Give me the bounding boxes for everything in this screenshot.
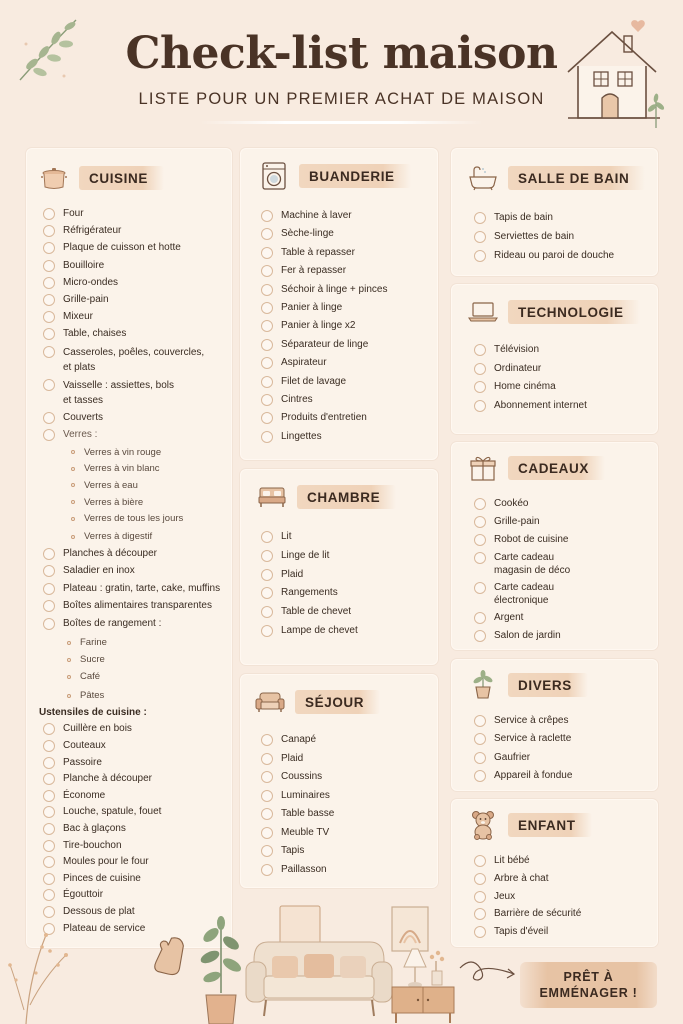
checkbox[interactable] xyxy=(474,552,486,564)
list-item[interactable]: Couteaux xyxy=(43,739,220,756)
list-item[interactable]: Planches à découper xyxy=(43,547,220,565)
list-item[interactable]: Service à raclette xyxy=(474,732,572,750)
list-item[interactable]: Économe xyxy=(43,789,220,806)
card-sejour xyxy=(240,674,438,888)
list-item[interactable]: Filet de lavage xyxy=(261,375,387,393)
checkbox[interactable] xyxy=(43,790,55,802)
list-item[interactable]: Argent xyxy=(474,611,570,629)
oven-mitt-icon xyxy=(154,934,190,978)
cta-banner: PRÊT À EMMÉNAGER ! xyxy=(520,962,657,1008)
list-item[interactable]: Coussins xyxy=(261,770,334,789)
list-item[interactable]: Grille-pain xyxy=(43,293,220,310)
divers-list xyxy=(474,714,572,788)
list-item[interactable]: Cookéo xyxy=(474,497,570,515)
bullet xyxy=(71,500,75,504)
checkbox[interactable] xyxy=(474,752,486,764)
checkbox[interactable] xyxy=(43,294,55,306)
checkbox[interactable] xyxy=(43,889,55,901)
checkbox[interactable] xyxy=(43,379,55,391)
list-item[interactable]: Séchoir à linge + pinces xyxy=(261,283,387,301)
list-item[interactable]: Boîtes de rangement : xyxy=(43,617,220,635)
list-item[interactable]: Machine à laver xyxy=(261,209,387,227)
checkbox[interactable] xyxy=(474,582,486,594)
checkbox[interactable] xyxy=(474,250,486,262)
card-cadeaux xyxy=(451,442,658,650)
checkbox[interactable] xyxy=(261,587,273,599)
subtitle-underline xyxy=(200,121,483,124)
sub-item[interactable]: Verres à vin blanc xyxy=(43,461,220,478)
cadeaux-label: CADEAUX xyxy=(508,456,605,480)
dried-flowers-icon xyxy=(6,925,76,1024)
list-item[interactable]: Serviettes de bain xyxy=(474,230,614,249)
list-item[interactable]: Service à crêpes xyxy=(474,714,572,732)
bullet xyxy=(67,658,71,662)
checkbox[interactable] xyxy=(261,808,273,820)
checkbox[interactable] xyxy=(474,612,486,624)
list-item[interactable]: Abonnement internet xyxy=(474,399,587,418)
checkbox[interactable] xyxy=(261,357,273,369)
sejour-label: SÉJOUR xyxy=(295,690,380,714)
bed-icon xyxy=(257,482,287,512)
list-item[interactable]: Table, chaises xyxy=(43,327,220,344)
checkbox[interactable] xyxy=(43,806,55,818)
card-cuisine xyxy=(26,148,232,948)
checkbox[interactable] xyxy=(474,231,486,243)
list-item[interactable]: Couverts xyxy=(43,411,220,429)
list-item[interactable]: Passoire xyxy=(43,756,220,773)
list-item[interactable]: Sèche-linge xyxy=(261,227,387,245)
checkbox[interactable] xyxy=(43,773,55,785)
checkbox[interactable] xyxy=(261,753,273,765)
list-item[interactable]: Rideau ou paroi de douche xyxy=(474,249,614,268)
chambre-list xyxy=(261,530,358,643)
salle-de-bain-label: SALLE DE BAIN xyxy=(508,166,645,190)
list-item[interactable]: Tapis xyxy=(261,844,334,863)
bullet xyxy=(67,641,71,645)
checkbox[interactable] xyxy=(43,723,55,735)
list-item[interactable]: Panier à linge xyxy=(261,301,387,319)
list-item[interactable]: Canapé xyxy=(261,733,334,752)
checkbox[interactable] xyxy=(43,311,55,323)
sub-item[interactable]: Verres à digestif xyxy=(43,527,220,547)
list-item[interactable]: Télévision xyxy=(474,343,587,362)
list-item[interactable]: Mixeur xyxy=(43,310,220,327)
checkbox[interactable] xyxy=(261,531,273,543)
list-item[interactable]: Bac à glaçons xyxy=(43,822,220,839)
checkbox[interactable] xyxy=(474,926,486,938)
sub-item[interactable]: Café xyxy=(43,668,220,685)
checkbox[interactable] xyxy=(43,412,55,424)
list-item[interactable]: Carte cadeau électronique xyxy=(474,581,570,611)
checkbox[interactable] xyxy=(43,873,55,885)
plant-icon xyxy=(468,670,498,700)
sub-item[interactable]: Farine xyxy=(43,634,220,651)
checkbox[interactable] xyxy=(43,242,55,254)
checkbox[interactable] xyxy=(261,569,273,581)
checkbox[interactable] xyxy=(261,845,273,857)
checkbox[interactable] xyxy=(474,534,486,546)
side-table-icon xyxy=(388,905,458,1024)
list-item[interactable]: Égouttoir xyxy=(43,888,220,905)
checkbox[interactable] xyxy=(43,225,55,237)
list-item[interactable]: Appareil à fondue xyxy=(474,769,572,787)
list-item[interactable]: Grille-pain xyxy=(474,515,570,533)
arrow-icon xyxy=(458,958,518,988)
checkbox[interactable] xyxy=(43,757,55,769)
checkbox[interactable] xyxy=(474,733,486,745)
bullet xyxy=(71,535,75,539)
list-item[interactable]: Lit bébé xyxy=(474,854,581,872)
bullet xyxy=(71,483,75,487)
checkbox[interactable] xyxy=(261,210,273,222)
card-chambre xyxy=(240,469,438,665)
card-technologie xyxy=(451,284,658,434)
list-item[interactable]: Barrière de sécurité xyxy=(474,907,581,925)
sejour-list xyxy=(261,733,334,881)
list-item[interactable]: Séparateur de linge xyxy=(261,338,387,356)
bullet xyxy=(71,450,75,454)
list-item[interactable]: Arbre à chat xyxy=(474,872,581,890)
list-item[interactable]: Plaid xyxy=(261,752,334,771)
sub-item[interactable]: Verres à vin rouge xyxy=(43,444,220,461)
checkbox[interactable] xyxy=(261,625,273,637)
list-item[interactable]: Meuble TV xyxy=(261,826,334,845)
checkbox[interactable] xyxy=(43,565,55,577)
checkbox[interactable] xyxy=(474,873,486,885)
enfant-label: ENFANT xyxy=(508,813,592,837)
bullet xyxy=(67,675,71,679)
chambre-label: CHAMBRE xyxy=(297,485,396,509)
list-item[interactable]: Aspirateur xyxy=(261,356,387,374)
checkbox[interactable] xyxy=(474,770,486,782)
checkbox[interactable] xyxy=(474,715,486,727)
list-item[interactable]: Paillasson xyxy=(261,863,334,882)
sofa-icon xyxy=(255,687,285,717)
checkbox[interactable] xyxy=(261,339,273,351)
bullet xyxy=(71,517,75,521)
sofa-illustration-icon xyxy=(244,900,394,1024)
list-item[interactable]: Bouilloire xyxy=(43,259,220,276)
list-item[interactable]: Micro-ondes xyxy=(43,276,220,293)
checkbox[interactable] xyxy=(43,856,55,868)
list-item[interactable]: Dessous de plat xyxy=(43,905,220,922)
checkbox[interactable] xyxy=(474,363,486,375)
checkbox[interactable] xyxy=(43,208,55,220)
sub-item[interactable]: Sucre xyxy=(43,651,220,668)
list-item[interactable]: Réfrigérateur xyxy=(43,224,220,241)
list-item[interactable]: Plaid xyxy=(261,568,358,587)
list-item[interactable]: Lingettes xyxy=(261,430,387,448)
checkbox[interactable] xyxy=(261,790,273,802)
list-item[interactable]: Panier à linge x2 xyxy=(261,319,387,337)
checkbox[interactable] xyxy=(261,771,273,783)
divers-label: DIVERS xyxy=(508,673,588,697)
list-item[interactable]: Table de chevet xyxy=(261,605,358,624)
technologie-label: TECHNOLOGIE xyxy=(508,300,640,324)
checkbox[interactable] xyxy=(43,346,55,358)
card-enfant xyxy=(451,799,658,947)
laptop-icon xyxy=(468,297,498,327)
gift-icon xyxy=(468,453,498,483)
checkbox[interactable] xyxy=(474,516,486,528)
checkbox[interactable] xyxy=(261,302,273,314)
checkbox[interactable] xyxy=(261,247,273,259)
list-item[interactable]: Jeux xyxy=(474,890,581,908)
list-item[interactable]: Gaufrier xyxy=(474,751,572,769)
checkbox[interactable] xyxy=(261,320,273,332)
list-item[interactable]: Boîtes alimentaires transparentes xyxy=(43,599,220,617)
buanderie-list xyxy=(261,209,387,448)
checkbox[interactable] xyxy=(43,260,55,272)
checkbox[interactable] xyxy=(474,855,486,867)
list-item[interactable]: Luminaires xyxy=(261,789,334,808)
list-item[interactable]: Four xyxy=(43,207,220,224)
list-item[interactable]: Verres : xyxy=(43,428,220,444)
checkbox[interactable] xyxy=(474,498,486,510)
checkbox[interactable] xyxy=(261,431,273,443)
page-title: Check-list maison xyxy=(125,28,558,79)
card-divers xyxy=(451,659,658,791)
pot-icon xyxy=(39,163,69,193)
list-item[interactable]: Home cinéma xyxy=(474,380,587,399)
list-item[interactable]: Tapis de bain xyxy=(474,211,614,230)
list-item[interactable]: Cintres xyxy=(261,393,387,411)
checkbox[interactable] xyxy=(261,606,273,618)
list-item[interactable]: Louche, spatule, fouet xyxy=(43,805,220,822)
checkbox[interactable] xyxy=(474,891,486,903)
list-item[interactable]: Plateau de service xyxy=(43,922,220,939)
checkbox[interactable] xyxy=(43,906,55,918)
bathtub-icon xyxy=(468,163,498,193)
list-item[interactable]: Casseroles, poêles, couvercles, et plats xyxy=(43,345,220,378)
checkbox[interactable] xyxy=(261,394,273,406)
list-item[interactable]: Lampe de chevet xyxy=(261,624,358,643)
washing-machine-icon xyxy=(259,161,289,191)
page-subtitle: LISTE POUR UN PREMIER ACHAT DE MAISON xyxy=(138,90,545,108)
list-item[interactable]: Linge de lit xyxy=(261,549,358,568)
checkbox[interactable] xyxy=(261,228,273,240)
list-item[interactable]: Tapis d'éveil xyxy=(474,925,581,943)
salle-de-bain-list xyxy=(474,211,614,267)
checkbox[interactable] xyxy=(474,212,486,224)
checkbox[interactable] xyxy=(43,277,55,289)
bullet xyxy=(71,467,75,471)
list-item[interactable]: Planche à découper xyxy=(43,772,220,789)
checkbox[interactable] xyxy=(43,840,55,852)
cadeaux-list xyxy=(474,497,570,647)
checkbox[interactable] xyxy=(261,412,273,424)
checkbox[interactable] xyxy=(43,823,55,835)
sub-item[interactable]: Verres de tous les jours xyxy=(43,510,220,527)
checkbox[interactable] xyxy=(261,284,273,296)
bullet xyxy=(67,694,71,698)
list-item[interactable]: Robot de cuisine xyxy=(474,533,570,551)
checkbox[interactable] xyxy=(261,734,273,746)
list-item[interactable]: Table à repasser xyxy=(261,246,387,264)
checkbox[interactable] xyxy=(261,265,273,277)
checkbox[interactable] xyxy=(261,864,273,876)
list-item[interactable]: Saladier en inox xyxy=(43,564,220,582)
enfant-list xyxy=(474,854,581,943)
checkbox[interactable] xyxy=(43,429,55,441)
list-item[interactable]: Pinces de cuisine xyxy=(43,872,220,889)
checkbox[interactable] xyxy=(43,548,55,560)
list-item[interactable]: Cuillère en bois xyxy=(43,722,220,739)
list-item[interactable]: Lit xyxy=(261,530,358,549)
cuisine-list xyxy=(39,207,221,938)
buanderie-label: BUANDERIE xyxy=(299,164,411,188)
list-item[interactable]: Plaque de cuisson et hotte xyxy=(43,241,220,258)
cuisine-label: CUISINE xyxy=(79,166,164,190)
list-item[interactable]: Tire-bouchon xyxy=(43,839,220,856)
potted-plant-icon xyxy=(196,915,246,1024)
ustensiles-heading: Ustensiles de cuisine : xyxy=(39,707,147,719)
list-item[interactable]: Vaisselle : assiettes, bols et tasses xyxy=(43,378,220,411)
list-item[interactable]: Carte cadeau magasin de déco xyxy=(474,551,570,581)
checkbox[interactable] xyxy=(474,344,486,356)
technologie-list xyxy=(474,343,587,417)
checkbox[interactable] xyxy=(261,827,273,839)
list-item[interactable]: Fer à repasser xyxy=(261,264,387,282)
checkbox[interactable] xyxy=(474,908,486,920)
list-item[interactable]: Plateau : gratin, tarte, cake, muffins xyxy=(43,582,220,600)
list-item[interactable]: Moules pour le four xyxy=(43,855,220,872)
checkbox[interactable] xyxy=(43,583,55,595)
card-salle-de-bain xyxy=(451,148,658,276)
checkbox[interactable] xyxy=(43,740,55,752)
sub-item[interactable]: Verres à bière xyxy=(43,494,220,511)
list-item[interactable]: Produits d'entretien xyxy=(261,411,387,429)
checkbox[interactable] xyxy=(474,630,486,642)
list-item[interactable]: Rangements xyxy=(261,586,358,605)
checkbox[interactable] xyxy=(43,618,55,630)
teddy-bear-icon xyxy=(468,810,498,840)
checkbox[interactable] xyxy=(474,400,486,412)
list-item[interactable]: Ordinateur xyxy=(474,362,587,381)
checkbox[interactable] xyxy=(43,600,55,612)
checkbox[interactable] xyxy=(261,550,273,562)
checkbox[interactable] xyxy=(43,328,55,340)
sub-item[interactable]: Pâtes xyxy=(43,685,220,706)
list-item[interactable]: Table basse xyxy=(261,807,334,826)
card-buanderie xyxy=(240,148,438,460)
sub-item[interactable]: Verres à eau xyxy=(43,477,220,494)
checkbox[interactable] xyxy=(474,381,486,393)
checkbox[interactable] xyxy=(261,376,273,388)
list-item[interactable]: Salon de jardin xyxy=(474,629,570,647)
